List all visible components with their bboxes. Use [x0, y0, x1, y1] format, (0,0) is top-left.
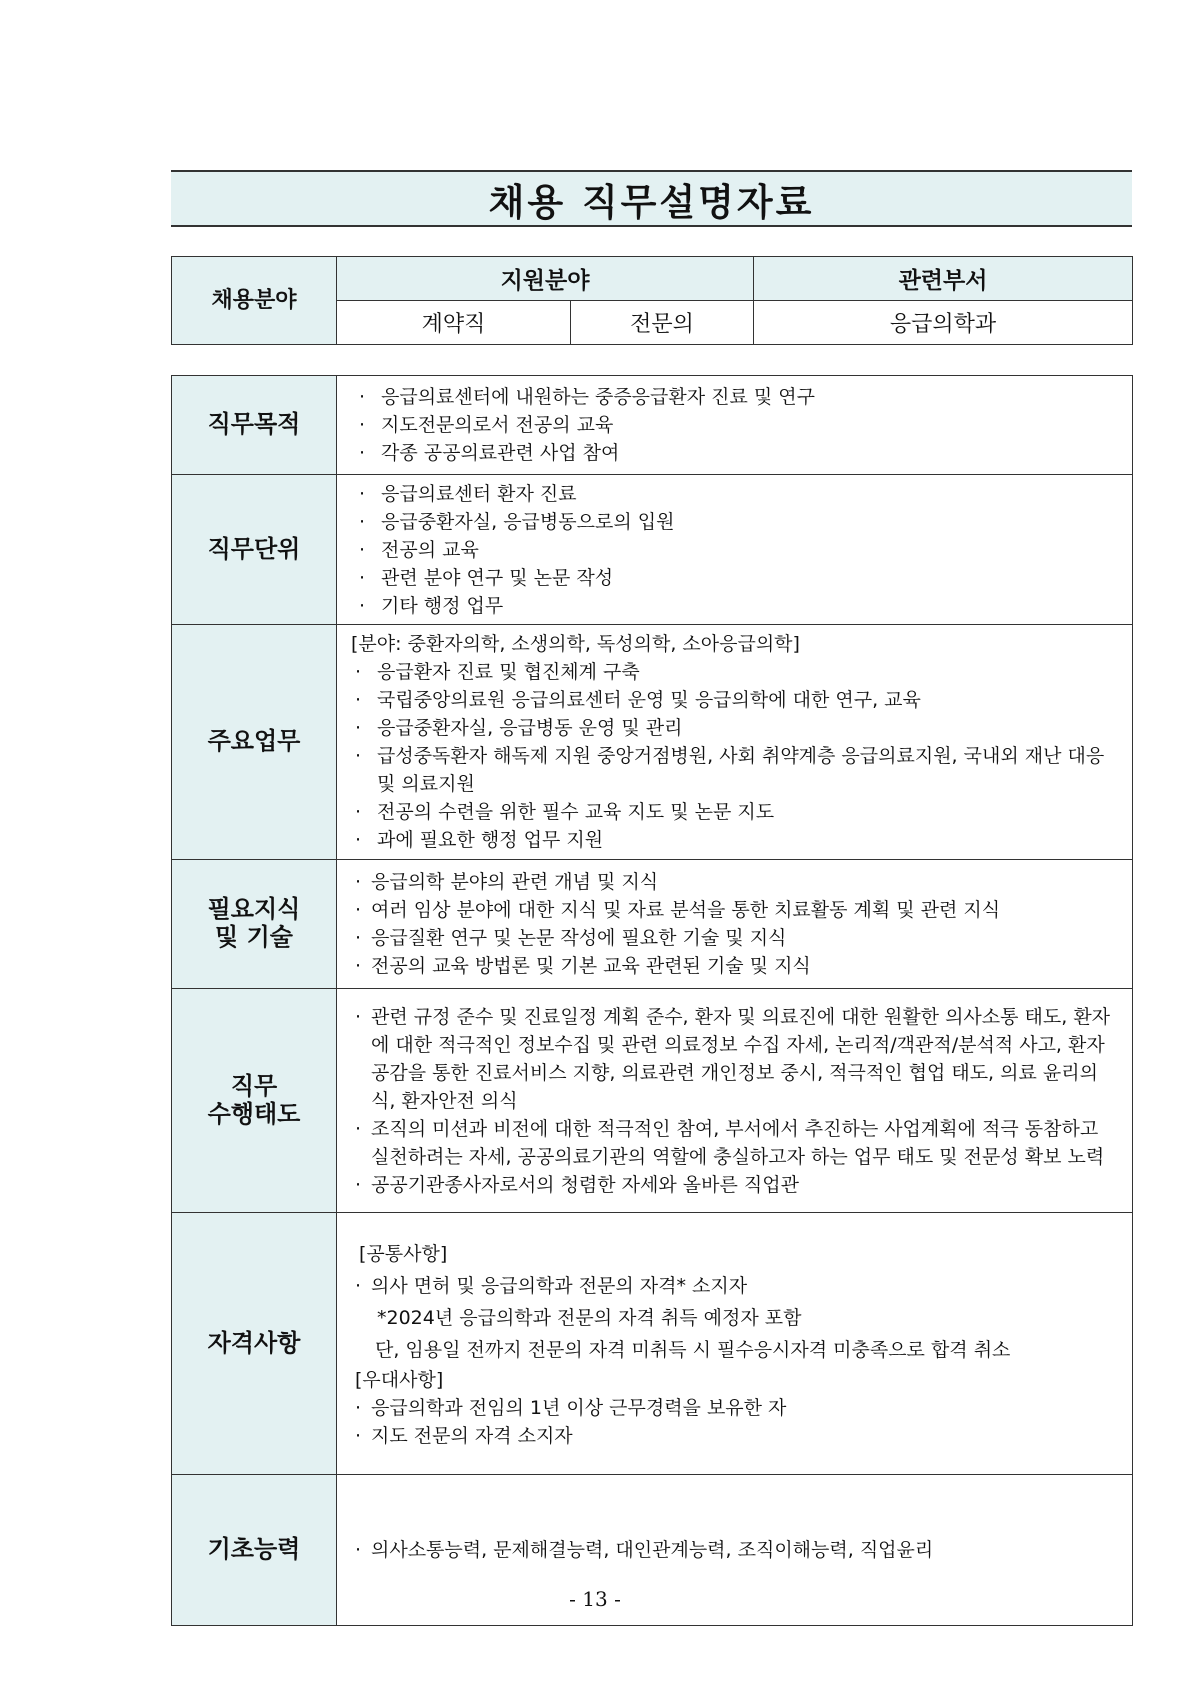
preferred-header: [우대사항]	[355, 1368, 444, 1391]
dept-header: 관련부서	[754, 257, 1133, 301]
list-item: · 과에 필요한 행정 업무 지원	[355, 829, 604, 851]
purpose-content	[337, 376, 1133, 475]
units-label: 직무단위	[172, 475, 337, 625]
duties-intro: [분야: 중환자의학, 소생의학, 독성의학, 소아응급의학]	[351, 633, 800, 655]
list-item: · 급성중독환자 해독제 지원 중앙거점병원, 사회 취약계층 응급의료지원, 국내외 재난 대응 및 의료지원	[355, 745, 1105, 795]
qualification-label: 자격사항	[172, 1213, 337, 1475]
row-knowledge	[172, 860, 1133, 989]
knowledge-content	[337, 860, 1133, 989]
dept-name: 응급의학과	[754, 301, 1133, 345]
list-item: · 전공의 교육 방법론 및 기본 교육 관련된 기술 및 지식	[355, 955, 811, 977]
list-item: · 응급중환자실, 응급병동으로의 입원	[359, 510, 675, 533]
list-item: · 지도 전문의 자격 소지자	[355, 1424, 573, 1447]
list-item: · 응급의료센터에 내원하는 중증응급환자 진료 및 연구	[359, 386, 815, 408]
page-title: 채용 직무설명자료	[488, 180, 815, 224]
list-item: · 응급의학 분야의 관련 개념 및 지식	[355, 871, 659, 893]
job-description-table	[171, 375, 1133, 1626]
list-item: · 응급의료센터 환자 진료	[359, 482, 577, 505]
list-item: · 기타 행정 업무	[359, 594, 504, 617]
field-role: 전문의	[571, 301, 754, 345]
page-number: - 13 -	[569, 1587, 621, 1611]
recruit-label: 채용분야	[172, 257, 337, 345]
list-item: · 전공의 수련을 위한 필수 교육 지도 및 논문 지도	[355, 801, 775, 823]
row-qualification	[172, 1213, 1133, 1475]
field-header: 지원분야	[337, 257, 754, 301]
list-item: · 응급질환 연구 및 논문 작성에 필요한 기술 및 지식	[355, 927, 787, 949]
attitude-label: 직무 수행태도	[172, 989, 337, 1213]
common-header: [공통사항]	[359, 1242, 448, 1265]
recruit-field-table	[171, 256, 1133, 345]
knowledge-label: 필요지식 및 기술	[172, 860, 337, 989]
list-item: · 응급중환자실, 응급병동 운영 및 관리	[355, 717, 683, 739]
duties-content	[337, 625, 1133, 860]
purpose-label: 직무목적	[172, 376, 337, 475]
qualification-note: 단, 임용일 전까지 전문의 자격 미취득 시 필수응시자격 미충족으로 합격 취소	[375, 1338, 1011, 1361]
list-item: · 응급의학과 전임의 1년 이상 근무경력을 보유한 자	[355, 1396, 787, 1419]
list-item: · 관련 분야 연구 및 논문 작성	[359, 566, 614, 589]
list-item: · 국립중앙의료원 응급의료센터 운영 및 응급의학에 대한 연구, 교육	[355, 689, 921, 711]
attitude-content	[337, 989, 1133, 1213]
title-banner	[171, 170, 1132, 227]
list-item: · 전공의 교육	[359, 538, 479, 561]
units-content	[337, 475, 1133, 625]
field-type: 계약직	[337, 301, 571, 345]
list-item: · 공공기관종사자로서의 청렴한 자세와 올바른 직업관	[355, 1173, 799, 1196]
list-item: · 응급환자 진료 및 협진체계 구축	[355, 661, 640, 683]
row-duties	[172, 625, 1133, 860]
list-item: · 각종 공공의료관련 사업 참여	[359, 442, 620, 464]
row-units	[172, 475, 1133, 625]
list-item: · 조직의 미션과 비전에 대한 적극적인 참여, 부서에서 추진하는 사업계획에 적극 동참하고 실천하려는 자세, 공공의료기관의 역할에 충실하고자 하는 업무 태도 및 전문성 확보 노력	[355, 1117, 1105, 1168]
row-attitude	[172, 989, 1133, 1213]
duties-label: 주요업무	[172, 625, 337, 860]
basic-label: 기초능력	[172, 1475, 337, 1626]
list-item: · 지도전문의로서 전공의 교육	[359, 414, 614, 436]
qualification-content	[337, 1213, 1133, 1475]
row-purpose	[172, 376, 1133, 475]
list-item: · 관련 규정 준수 및 진료일정 계획 준수, 환자 및 의료진에 대한 원활한 의사소통 태도, 환자에 대한 적극적인 정보수집 및 관련 의료정보 수집 자세, 논리적/객관적/분석적 사고, 환자 공감을 통한 진료서비스 지향, 의료관련 개인정보 중시, 적극적인 협업 태도, 의료 윤리의식, 환자안전 의식	[355, 1005, 1111, 1112]
list-item: · 의사소통능력, 문제해결능력, 대인관계능력, 조직이해능력, 직업윤리	[355, 1539, 934, 1561]
qualification-note: *2024년 응급의학과 전문의 자격 취득 예정자 포함	[377, 1306, 802, 1329]
list-item: · 의사 면허 및 응급의학과 전문의 자격* 소지자	[355, 1274, 748, 1297]
list-item: · 여러 임상 분야에 대한 지식 및 자료 분석을 통한 치료활동 계획 및 관련 지식	[355, 899, 1001, 921]
